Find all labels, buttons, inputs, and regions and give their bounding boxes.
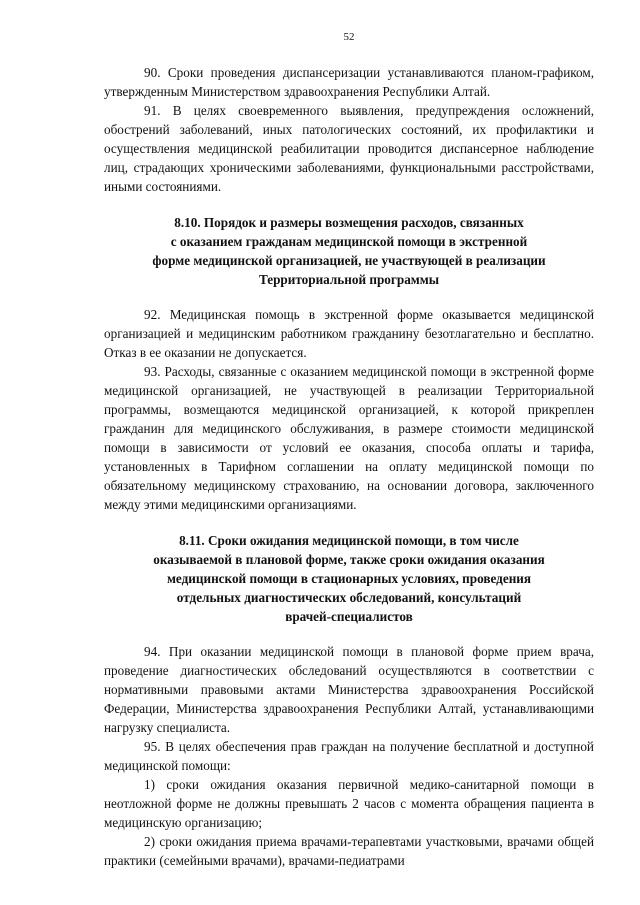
heading-line: медицинской помощи в стационарных условиях, проведения: [166, 571, 532, 586]
paragraph-90: 90. Сроки проведения диспансеризации устанавливаются планом-графиком, утвержденным Министерством здравоохранения Республики Алтай.: [104, 65, 594, 99]
paragraph-94: 94. При оказании медицинской помощи в плановой форме прием врача, проведение диагностических обследований осуществляются в соответствии с нормативными правовыми актами Министерства здравоохранения Российской Федерации, Министерства здравоохранения Республики Алтай, устанавливающими нагрузку специалиста.: [104, 644, 594, 735]
section-heading-8-11: [118, 531, 580, 626]
heading-line: врачей-специалистов: [285, 609, 413, 624]
heading-line: оказываемой в плановой форме, также сроки ожидания оказания: [153, 552, 545, 567]
heading-line: отдельных диагностических обследований, консультаций: [176, 590, 522, 605]
heading-line: 8.10. Порядок и размеры возмещения расходов, связанных: [174, 215, 524, 230]
paragraph-91: 91. В целях своевременного выявления, предупреждения осложнений, обострений заболеваний, иных патологических состояний, их профилактики и осуществления медицинской реабилитации проводится диспансерное наблюдение лиц, страдающих хроническими заболеваниями, функциональными расстройствами, иными состояниями.: [104, 103, 594, 194]
list-item-2: 2) сроки ожидания приема врачами-терапевтами участковыми, врачами общей практики (семейными врачами), врачами-педиатрами: [104, 834, 594, 868]
heading-line: форме медицинской организацией, не участвующей в реализации: [152, 253, 546, 268]
list-item-1: 1) сроки ожидания оказания первичной медико-санитарной помощи в неотложной форме не должны превышать 2 часов с момента обращения пациента в медицинскую организацию;: [104, 777, 594, 830]
heading-line: Территориальной программы: [258, 272, 440, 287]
paragraph-95: 95. В целях обеспечения прав граждан на получение бесплатной и доступной медицинской помощи:: [104, 739, 594, 773]
heading-line: 8.11. Сроки ожидания медицинской помощи, в том числе: [179, 533, 519, 548]
heading-line: с оказанием гражданам медицинской помощи в экстренной: [170, 234, 528, 249]
section-heading-8-10: [118, 213, 580, 289]
page-number: 52: [343, 31, 355, 43]
paragraph-92: 92. Медицинская помощь в экстренной форме оказывается медицинской организацией и медицинским работником гражданину безотлагательно и бесплатно. Отказ в ее оказании не допускается.: [104, 307, 594, 360]
paragraph-93: 93. Расходы, связанные с оказанием медицинской помощи в экстренной форме медицинской организацией, не участвующей в реализации Территориальной программы, возмещаются медицинской организацией, к которой прикреплен гражданин для медицинского обслуживания, в размере стоимости медицинской помощи в зависимости от условий ее оказания, способа оплаты и тарифа, установленных в Тарифном соглашении на оплату медицинской помощи по обязательному медицинскому страхованию, на основании договора, заключенного между этими медицинскими организациями.: [104, 364, 594, 512]
